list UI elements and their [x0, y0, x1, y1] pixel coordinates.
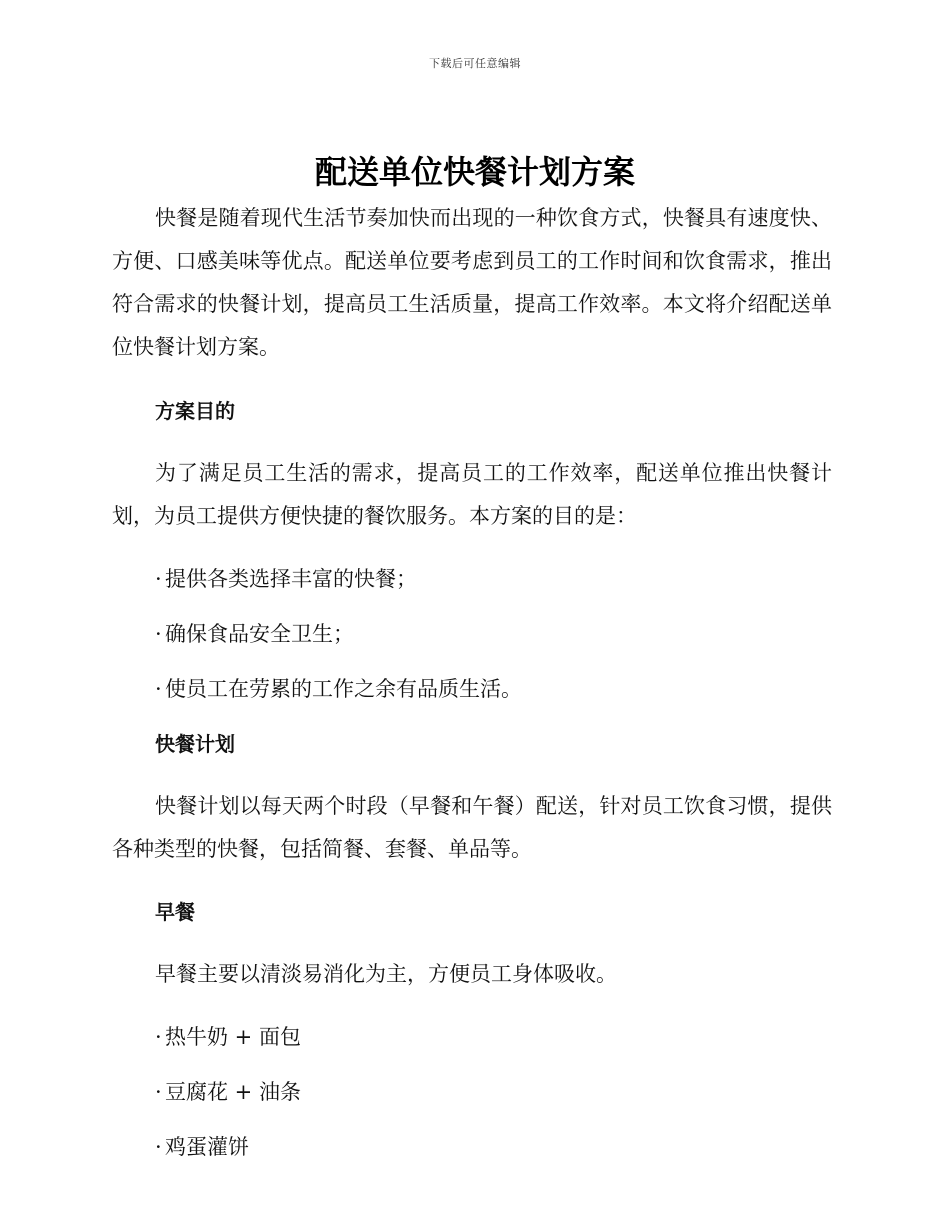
bullet-dot: ·: [155, 567, 162, 591]
bullet-text: 使员工在劳累的工作之余有品质生活。: [165, 677, 522, 701]
purpose-bullet-item: [112, 675, 832, 703]
purpose-paragraph: 为了满足员工生活的需求，提高员工的工作效率，配送单位推出快餐计划，为员工提供方便快捷的餐饮服务。本方案的目的是：: [112, 461, 832, 528]
purpose-bullet-item: [112, 565, 832, 593]
section-heading-purpose: 方案目的: [155, 399, 235, 423]
section-heading-breakfast: 早餐: [155, 900, 195, 924]
breakfast-bullet-item: [112, 1078, 832, 1106]
bullet-dot: ·: [155, 1025, 162, 1049]
bullet-text: 热牛奶 + 面包: [165, 1025, 301, 1049]
bullet-dot: ·: [155, 1080, 162, 1104]
document-body: [112, 197, 832, 1161]
intro-paragraph: 快餐是随着现代生活节奏加快而出现的一种饮食方式，快餐具有速度快、方便、口感美味等优点。配送单位要考虑到员工的工作时间和饮食需求，推出符合需求的快餐计划，提高员工生活质量，提高工作效率。本文将介绍配送单位快餐计划方案。: [112, 206, 832, 359]
breakfast-bullet-item: [112, 1133, 832, 1161]
bullet-dot: ·: [155, 677, 162, 701]
bullet-dot: ·: [155, 1135, 162, 1159]
bullet-text: 鸡蛋灌饼: [165, 1135, 249, 1159]
bullet-text: 提供各类选择丰富的快餐；: [165, 567, 417, 591]
bullet-text: 确保食品安全卫生；: [165, 622, 354, 646]
breakfast-paragraph: 早餐主要以清淡易消化为主，方便员工身体吸收。: [155, 962, 617, 986]
section-heading-plan: 快餐计划: [155, 732, 235, 756]
bullet-text: 豆腐花 + 油条: [165, 1080, 301, 1104]
breakfast-bullet-item: [112, 1023, 832, 1051]
header-note: 下载后可任意编辑: [429, 57, 521, 70]
plan-paragraph: 快餐计划以每天两个时段（早餐和午餐）配送，针对员工饮食习惯，提供各种类型的快餐，包括简餐、套餐、单品等。: [112, 794, 832, 861]
bullet-dot: ·: [155, 622, 162, 646]
document-title: 配送单位快餐计划方案: [314, 153, 635, 191]
purpose-bullet-item: [112, 620, 832, 648]
